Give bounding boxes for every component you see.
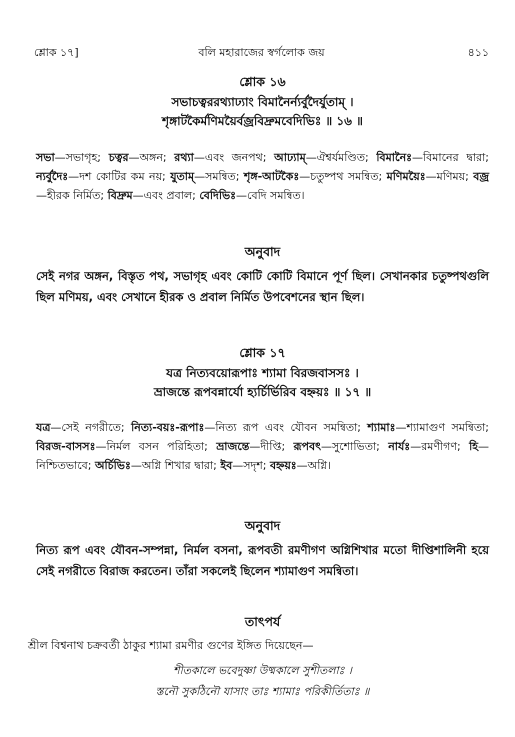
verse17-synonym-word-7: হি — [469, 440, 478, 453]
verse-16-synonyms: সভা—সভাগৃহ; চত্বর—অঙ্গন; রথ্যা—এবং জনপথ; আঢ্যাম্—ঐশ্বর্যমণ্ডিত; বিমানৈঃ—বিমানের দ্বারা; ন্যর্বুদৈঃ—দশ কোটির কম নয়; যুতাম্—সমন্বিত; শৃঙ্গ-আটকৈঃ—চতুষ্পথ সমন্বিত; মণিময়ৈঃ—মণিময়; বজ্র—হীরক নির্মিত; বিদ্রুম—এবং প্রবাল; বেদিভিঃ—বেদি সমন্বিত। — [36, 151, 489, 202]
verse-16-line-1: সভাচত্বররথ্যাঢ্যাং বিমানৈর্ন্যর্বুদৈর্যুতাম্ । — [171, 95, 354, 109]
verse-16-text — [36, 93, 489, 131]
verse16-synonym-word-1: চত্বর — [108, 151, 129, 164]
page-header — [34, 44, 489, 63]
verse17-synonym-word-5: রূপবৎ — [293, 440, 321, 453]
verse16-synonym-word-9: বজ্র — [473, 170, 489, 183]
verse17-synonym-word-1: নিত্য-বয়ঃ-রূপাঃ — [131, 421, 205, 434]
verse17-synonym-meaning-3: নির্মল বসন পরিহিতা; — [106, 440, 217, 453]
verse17-synonym-word-10: বহ্নয়ঃ — [270, 459, 297, 472]
header-chapter-title: বলি মহারাজের স্বর্গলোক জয় — [198, 46, 325, 59]
verse-16-line-2: শৃঙ্গাটকৈর্মণিময়ৈর্বজ্রবিদ্রুমবেদিভিঃ ॥ ১৬ ॥ — [162, 114, 363, 128]
verse17-synonym-meaning-7: নিশ্চিতভাবে; — [36, 459, 95, 472]
verse16-synonym-meaning-11: বেদি সমন্বিত। — [247, 189, 305, 202]
quote-line-1: শীতকালে ভবেদুষ্ণা উষ্মকালে সুশীতলাঃ । — [173, 664, 352, 677]
verse17-synonym-meaning-5: সুশোভিতা; — [331, 440, 389, 453]
verse16-synonym-word-8: মণিময়ৈঃ — [386, 170, 426, 183]
verse17-synonym-word-3: বিরজ-বাসসঃ — [36, 440, 96, 453]
verse16-synonym-meaning-3: ঐশ্বর্যমণ্ডিত; — [316, 151, 377, 164]
verse-17-synonyms: যত্র—সেই নগরীতে; নিত্য-বয়ঃ-রূপাঃ—নিত্য রূপ এবং যৌবন সমন্বিতা; শ্যামাঃ—শ্যামাগুণ সমন্বিতা; বিরজ-বাসসঃ—নির্মল বসন পরিহিতা; ভ্রাজন্তে—দীপ্তি; রূপবৎ—সুশোভিতা; নার্যঃ—রমণীগণ; হি—নিশ্চিতভাবে; অর্চিভিঃ—অগ্নি শিখার দ্বারা; ইব—সদৃশ; বহ্নয়ঃ—অগ্নি। — [36, 421, 489, 472]
header-page-number: ৪১১ — [467, 46, 489, 59]
purport-heading: তাৎপর্য — [244, 614, 281, 629]
verse17-synonym-word-2: শ্যামাঃ — [367, 421, 396, 434]
verse-17-translation-heading: অনুবাদ — [244, 518, 281, 533]
verse16-synonym-meaning-0: সভাগৃহ; — [65, 151, 109, 164]
verse16-synonym-word-0: সভা — [36, 151, 55, 164]
verse16-synonym-word-10: বিদ্রুম — [107, 189, 133, 202]
verse17-synonym-meaning-0: সেই নগরীতে; — [61, 421, 132, 434]
verse-16-heading: শ্লোক ১৬ — [239, 74, 286, 89]
verse17-synonym-word-4: ভ্রাজন্তে — [216, 440, 250, 453]
verse16-synonym-word-11: বেদিভিঃ — [199, 189, 237, 202]
verse16-synonym-meaning-6: সমন্বিত; — [205, 170, 244, 183]
verse-16-translation: সেই নগর অঙ্গন, বিস্তৃত পথ, সভাগৃহ এবং কোটি কোটি বিমানে পূর্ণ ছিল। সেখানকার চতুষ্পথগুলি ছিল মণিময়, এবং সেখানে হীরক ও প্রবাল নির্মিত উপবেশনের স্থান ছিল। — [36, 269, 489, 304]
verse17-synonym-meaning-6: রমণীগণ; — [421, 440, 470, 453]
verse16-synonym-word-6: যুতাম্ — [170, 170, 195, 183]
verse16-synonym-meaning-4: বিমানের দ্বারা; — [423, 151, 489, 164]
header-verse-ref: শ্লোক ১৭] — [34, 46, 79, 59]
verse17-synonym-meaning-10: অগ্নি। — [307, 459, 331, 472]
purport-quote — [36, 660, 489, 702]
verse16-synonym-meaning-5: দশ কোটির কম নয়; — [79, 170, 171, 183]
verse17-synonym-word-6: নার্যঃ — [388, 440, 411, 453]
verse-17-line-2: ভ্রাজন্তে রূপবন্নার্যো হ্যর্চির্ভিরিব বহ্নয়ঃ ॥ ১৭ ॥ — [153, 385, 372, 399]
verse16-synonym-word-4: বিমানৈঃ — [376, 151, 413, 164]
verse-17-text — [36, 364, 489, 402]
verse-17-heading: শ্লোক ১৭ — [239, 345, 286, 360]
verse17-synonym-word-9: ইব — [220, 459, 233, 472]
quote-line-2: স্তনৌ সুকঠিনৌ যাসাং তাঃ শ্যামাঃ পরিকীর্তিতাঃ ॥ — [155, 685, 370, 698]
verse17-synonym-word-0: যত্র — [36, 421, 51, 434]
verse-17-translation: নিত্য রূপ এবং যৌবন-সম্পন্না, নির্মল বসনা, রূপবতী রমণীগণ অগ্নিশিখার মতো দীপ্তিশালিনী হয়ে সেই নগরীতে বিরাজ করতেন। তাঁরা সকলেই ছিলেন শ্যামাগুণ সমন্বিতা। — [36, 543, 489, 578]
verse16-synonym-word-5: ন্যর্বুদৈঃ — [36, 170, 69, 183]
verse17-synonym-meaning-2: শ্যামাগুণ সমন্বিতা; — [406, 421, 489, 434]
verse16-synonym-meaning-8: মণিময়; — [436, 170, 474, 183]
verse16-synonym-meaning-9: হীরক নির্মিত; — [47, 189, 108, 202]
verse-16-translation-heading: অনুবাদ — [244, 244, 281, 259]
verse17-synonym-word-8: অর্চিভিঃ — [94, 459, 131, 472]
verse16-synonym-meaning-1: অঙ্গন; — [139, 151, 175, 164]
verse16-synonym-meaning-2: এবং জনপথ; — [204, 151, 275, 164]
verse17-synonym-meaning-8: অগ্নি শিখার দ্বারা; — [141, 459, 221, 472]
verse17-synonym-meaning-9: সদৃশ; — [243, 459, 271, 472]
verse16-synonym-word-2: রথ্যা — [174, 151, 194, 164]
verse17-synonym-meaning-1: নিত্য রূপ এবং যৌবন সমন্বিতা; — [215, 421, 368, 434]
verse16-synonym-meaning-7: চতুষ্পথ সমন্বিত; — [310, 170, 387, 183]
verse17-synonym-meaning-4: দীপ্তি; — [260, 440, 294, 453]
purport-text: শ্রীল বিশ্বনাথ চক্রবর্তী ঠাকুর শ্যামা রমণীর গুণের ইঙ্গিত দিয়েছেন— — [28, 639, 314, 652]
verse-17-line-1: যত্র নিত্যবয়োরূপাঃ শ্যামা বিরজবাসসঃ । — [166, 366, 359, 380]
verse16-synonym-word-3: আঢ্যাম্ — [274, 151, 306, 164]
verse16-synonym-meaning-10: এবং প্রবাল; — [143, 189, 200, 202]
verse16-synonym-word-7: শৃঙ্গ-আটকৈঃ — [243, 170, 300, 183]
